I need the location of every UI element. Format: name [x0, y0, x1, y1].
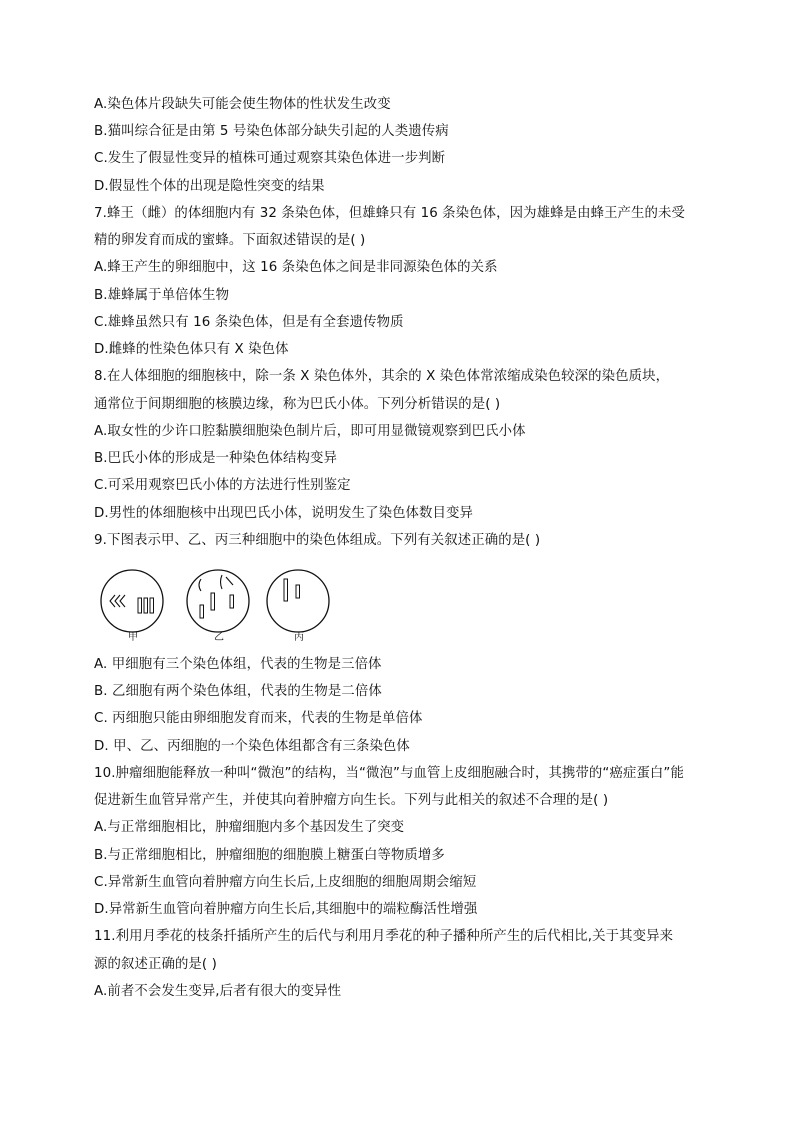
option-10c: C.异常新生血管向着肿瘤方向生长后,上皮细胞的细胞周期会缩短 [94, 875, 477, 890]
question-7-line-2: 精的卵发育而成的蜜蜂。下面叙述错误的是( ) [94, 233, 366, 248]
option-9d: D. 甲、乙、丙细胞的一个染色体组都含有三条染色体 [94, 739, 410, 754]
cell-bing [267, 570, 329, 632]
option-6a: A.染色体片段缺失可能会使生物体的性状发生改变 [94, 97, 391, 112]
label-yi: 乙 [214, 632, 224, 643]
option-6c: C.发生了假显性变异的植株可通过观察其染色体进一步判断 [94, 151, 446, 166]
option-7d: D.雌蜂的性染色体只有 X 染色体 [94, 342, 289, 357]
option-11a: A.前者不会发生变异,后者有很大的变异性 [94, 984, 342, 999]
option-7c: C.雄蜂虽然只有 16 条染色体，但是有全套遗传物质 [94, 315, 404, 330]
option-8b: B.巴氏小体的形成是一种染色体结构变异 [94, 451, 337, 466]
option-8d: D.男性的体细胞核中出现巴氏小体，说明发生了染色体数目变异 [94, 506, 474, 521]
option-7b: B.雄蜂属于单倍体生物 [94, 288, 230, 303]
option-9b: B. 乙细胞有两个染色体组，代表的生物是二倍体 [94, 684, 382, 699]
option-9a: A. 甲细胞有三个染色体组，代表的生物是三倍体 [94, 657, 382, 672]
option-10b: B.与正常细胞相比，肿瘤细胞的细胞膜上糖蛋白等物质增多 [94, 848, 445, 863]
question-9: 9.下图表示甲、乙、丙三种细胞中的染色体组成。下列有关叙述正确的是( ) [94, 533, 541, 548]
cell-jia [101, 570, 163, 632]
question-8-line-1: 8.在人体细胞的细胞核中，除一条 X 染色体外，其余的 X 染色体常浓缩成染色较深的染色质块， [94, 369, 670, 384]
question-11-line-1: 11.利用月季花的枝条扦插所产生的后代与利用月季花的种子播种所产生的后代相比,关于其变异来 [94, 929, 674, 944]
question-11-line-2: 源的叙述正确的是( ) [94, 957, 217, 972]
option-6b: B.猫叫综合征是由第 5 号染色体部分缺失引起的人类遗传病 [94, 124, 449, 139]
question-7-line-1: 7.蜂王（雌）的体细胞内有 32 条染色体，但雄蜂只有 16 条染色体，因为雄蜂是由蜂王产生的未受 [94, 206, 686, 221]
cell-yi [187, 570, 249, 632]
option-8a: A.取女性的少许口腔黏膜细胞染色制片后，即可用显微镜观察到巴氏小体 [94, 424, 526, 439]
question-10-line-1: 10.肿瘤细胞能释放一种叫“微泡”的结构，当“微泡”与血管上皮细胞融合时，其携带的“癌症蛋白”能 [94, 766, 684, 781]
option-8c: C.可采用观察巴氏小体的方法进行性别鉴定 [94, 478, 351, 493]
label-bing: 丙 [294, 632, 304, 643]
label-jia: 甲 [128, 632, 138, 643]
option-7a: A.蜂王产生的卵细胞中，这 16 条染色体之间是非同源染色体的关系 [94, 260, 498, 275]
option-10d: D.异常新生血管向着肿瘤方向生长后,其细胞中的端粒酶活性增强 [94, 902, 478, 917]
option-6d: D.假显性个体的出现是隐性突变的结果 [94, 179, 325, 194]
question-10-line-2: 促进新生血管异常产生，并使其向着肿瘤方向生长。下列与此相关的叙述不合理的是( ) [94, 793, 609, 808]
option-10a: A.与正常细胞相比，肿瘤细胞内多个基因发生了突变 [94, 820, 405, 835]
option-9c: C. 丙细胞只能由卵细胞发育而来，代表的生物是单倍体 [94, 711, 423, 726]
question-8-line-2: 通常位于间期细胞的核膜边缘，称为巴氏小体。下列分析错误的是( ) [94, 397, 501, 412]
